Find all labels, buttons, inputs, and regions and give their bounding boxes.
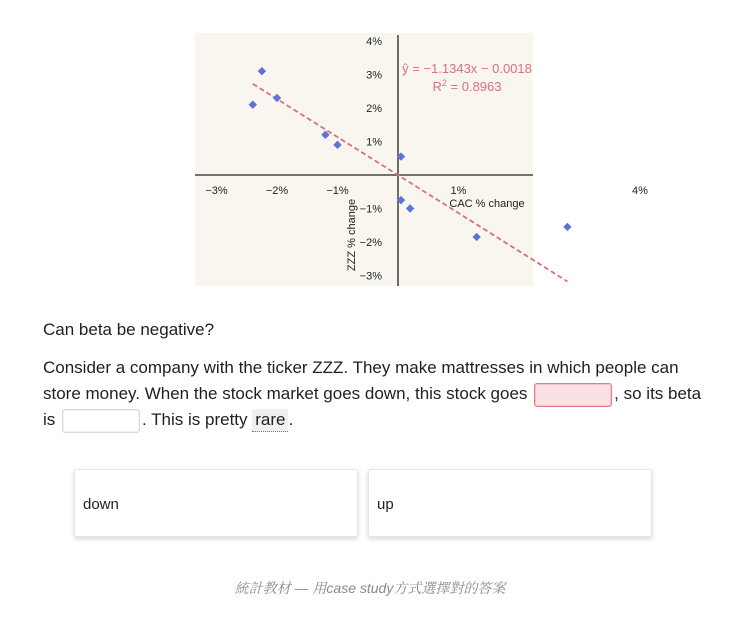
caption-text: 統計教材 — 用case study方式選擇對的答案 — [234, 580, 506, 596]
data-point-9 — [563, 223, 571, 231]
choice-label-up: up — [377, 496, 394, 513]
y-tick-label-5: −2% — [359, 237, 382, 249]
choice-card-up[interactable] — [368, 469, 652, 537]
choice-card-down[interactable] — [74, 469, 358, 537]
paragraph-text-3: so its beta is — [43, 384, 702, 429]
y-tick-label-4: −1% — [359, 203, 382, 216]
choice-label-down: down — [83, 496, 119, 513]
x-tick-label-3: 1% — [450, 185, 467, 197]
y-tick-label-2: 2% — [366, 103, 382, 115]
scatter-plot-svg — [195, 33, 648, 286]
data-point-0 — [249, 100, 257, 108]
paragraph-text-1: Consider a company with the ticker ZZZ. They make mattresses in which people can store money. When the stock market goes down, this stock goes — [43, 358, 679, 403]
y-tick-label-1: 3% — [366, 69, 382, 82]
regression-line — [253, 84, 568, 282]
paragraph-text-4: . This is pretty — [142, 410, 248, 429]
y-tick-label-6: −3% — [359, 270, 382, 283]
data-point-4 — [333, 141, 341, 149]
x-axis-label: CAC % change — [449, 198, 525, 210]
question-heading: Can beta be negative? — [43, 320, 215, 339]
regression-equation-label: ŷ = −1.1343x − 0.0018 — [402, 61, 532, 76]
y-tick-label-0: 4% — [366, 36, 382, 48]
answer-blank-direction[interactable] — [534, 383, 612, 407]
highlighted-word-rare[interactable]: rare — [252, 409, 288, 432]
scatter-chart — [195, 33, 648, 286]
question-paragraph — [43, 355, 703, 433]
paragraph-text-2: , — [614, 384, 619, 403]
x-tick-label-2: −1% — [326, 185, 349, 197]
y-tick-label-3: 1% — [366, 136, 382, 149]
answer-blank-beta[interactable] — [62, 409, 140, 433]
paragraph-text-5: . — [288, 410, 294, 429]
y-axis-label: ZZZ % change — [346, 198, 358, 272]
data-point-7 — [406, 204, 414, 212]
data-point-1 — [258, 67, 266, 75]
x-tick-label-0: −3% — [205, 185, 228, 197]
data-point-8 — [472, 233, 480, 241]
r-squared-label: $R^2 = 0.8963$ — [432, 78, 502, 94]
x-tick-label-4: 4% — [632, 185, 648, 197]
x-tick-label-1: −2% — [265, 185, 289, 197]
